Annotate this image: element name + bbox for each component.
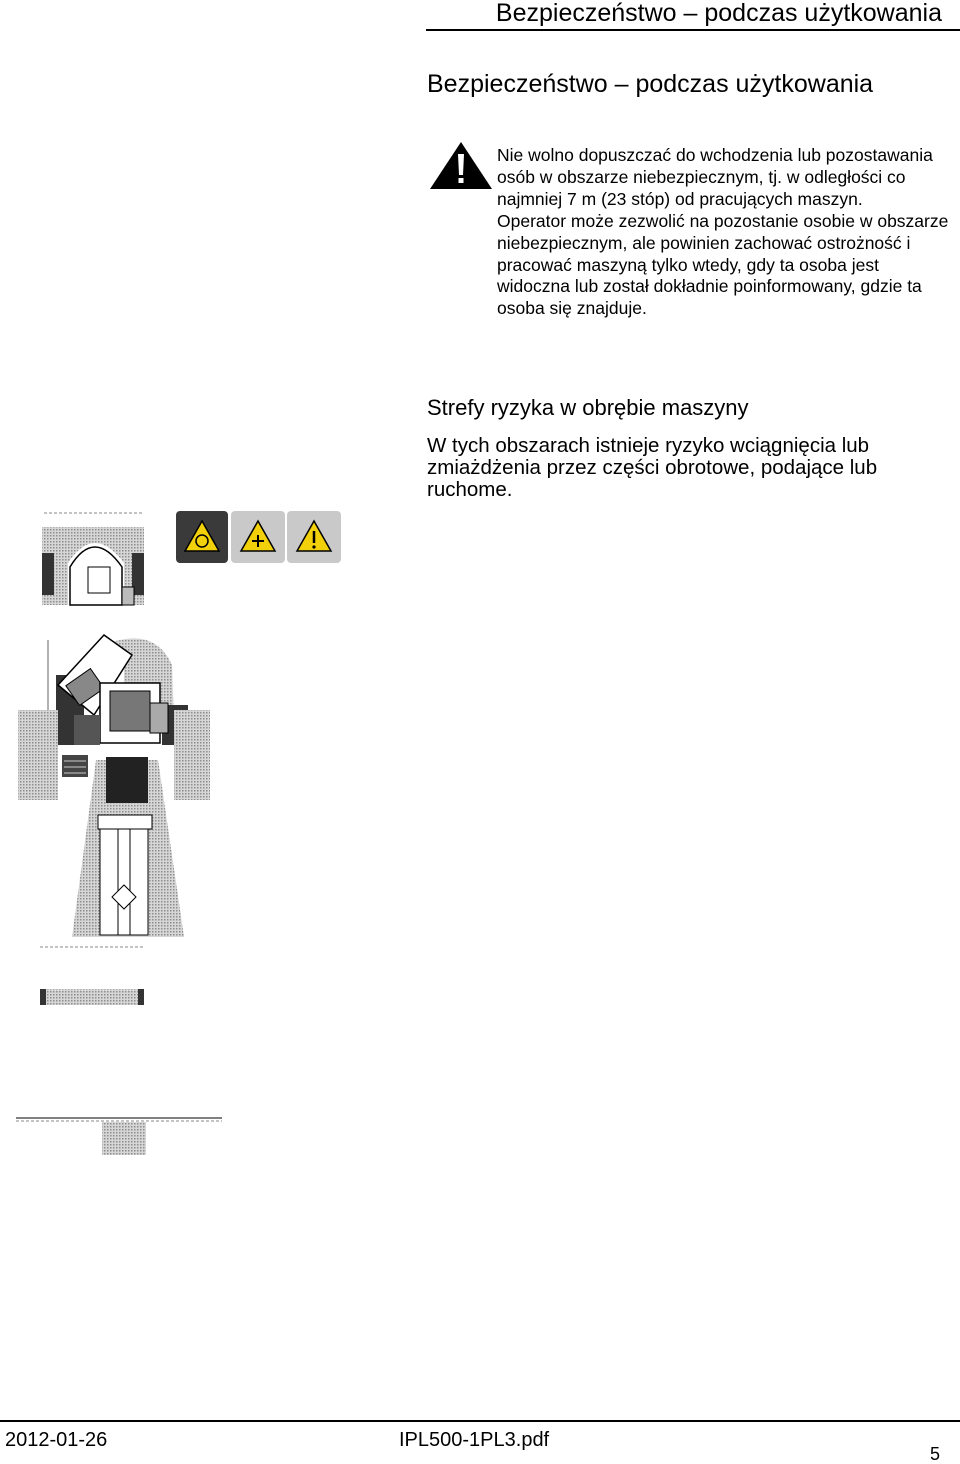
- boom: [98, 815, 152, 935]
- safety-sign-general: [287, 511, 341, 563]
- footer-filename: IPL500-1PL3.pdf: [399, 1429, 550, 1451]
- running-header-title: Bezpieczeństwo – podczas użytkowania: [495, 0, 942, 27]
- warning-paragraph-1: Nie wolno dopuszczać do wchodzenia lub pozostawania osób w obszarze niebezpiecznym, tj. w odległości co najmniej 7 m (23 stóp) od pracujących maszyn.: [497, 145, 933, 209]
- footer-rule: [0, 1420, 960, 1422]
- grille: [62, 755, 88, 777]
- lower-hatched-band: [40, 989, 144, 1005]
- header-rule: [426, 29, 960, 31]
- warning-paragraph-2: Operator może zezwolić na pozostanie osobie w obszarze niebezpiecznym, ale powinien zachować ostrożność i pracować maszyną tylko wtedy, gdy ta osoba jest widoczna lub został dokładnie poinformowany, gdzie ta osoba się znajduje.: [497, 210, 949, 319]
- safety-sign-crush: [231, 511, 285, 563]
- section-title: Bezpieczeństwo – podczas użytkowania: [427, 70, 874, 98]
- left-side-hatched-zone: [18, 710, 58, 800]
- machine-risk-zone-diagram: [14, 505, 354, 1155]
- risk-zones-heading: Strefy ryzyka w obrębie maszyny: [427, 395, 749, 420]
- warning-triangle-icon: [429, 141, 493, 190]
- footer-date: 2012-01-26: [5, 1429, 108, 1451]
- warning-text: [497, 145, 955, 320]
- bottom-hatched-zone: [102, 1122, 146, 1155]
- right-side-hatched-zone: [174, 710, 210, 800]
- page-number: 5: [929, 1444, 940, 1464]
- risk-zones-description: W tych obszarach istnieje ryzyko wciągnięcia lub zmiażdżenia przez części obrotowe, podające lub ruchome.: [427, 434, 878, 501]
- safety-sign-entanglement: [176, 511, 228, 563]
